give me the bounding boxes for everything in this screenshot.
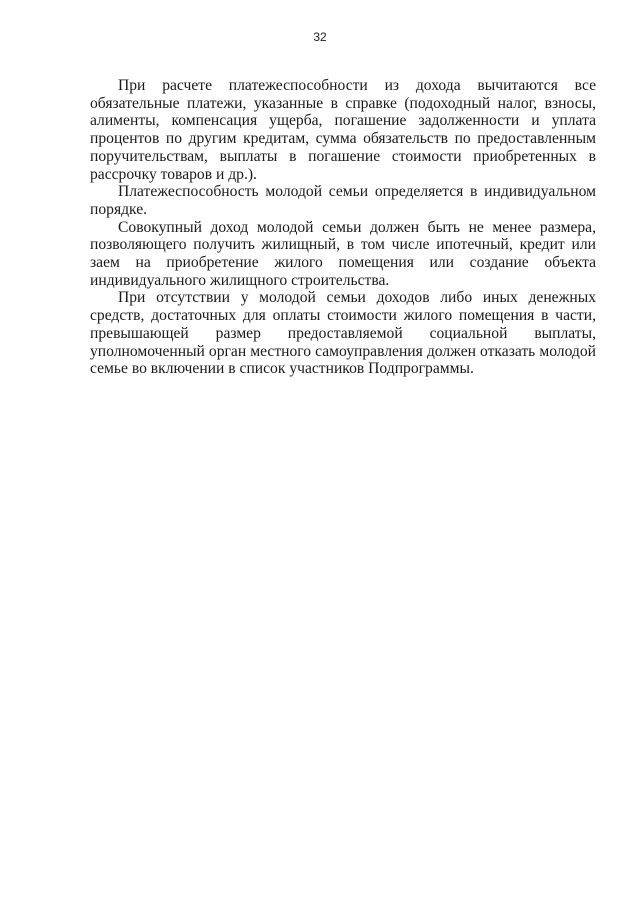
page-number: 32 [313, 30, 327, 44]
document-body [90, 77, 596, 378]
paragraph-solvency-calculation: При расчете платежеспособности из дохода вычитаются все обязательные платежи, указанные в справке (подоходный налог, взносы, алименты, компенсация ущерба, погашение задолженности и уплата процентов по другим кредитам, сумма обязательств по предоставленным поручительствам, выплаты в погашение стоимости приобретенных в рассрочку товаров и др.). [90, 77, 596, 183]
paragraph-total-income: Совокупный доход молодой семьи должен быть не менее размера, позволяющего получить жилищный, в том числе ипотечный, кредит или заем на приобретение жилого помещения или создание объекта индивидуального жилищного строительства. [90, 218, 596, 289]
paragraph-refusal: При отсутствии у молодой семьи доходов либо иных денежных средств, достаточных для оплаты стоимости жилого помещения в части, превышающей размер предоставляемой социальной выплаты, уполномоченный орган местного самоуправления должен отказать молодой семье во включении в список участников Подпрограммы. [90, 289, 596, 378]
paragraph-solvency-individual: Платежеспособность молодой семьи определяется в индивидуальном порядке. [90, 183, 596, 218]
